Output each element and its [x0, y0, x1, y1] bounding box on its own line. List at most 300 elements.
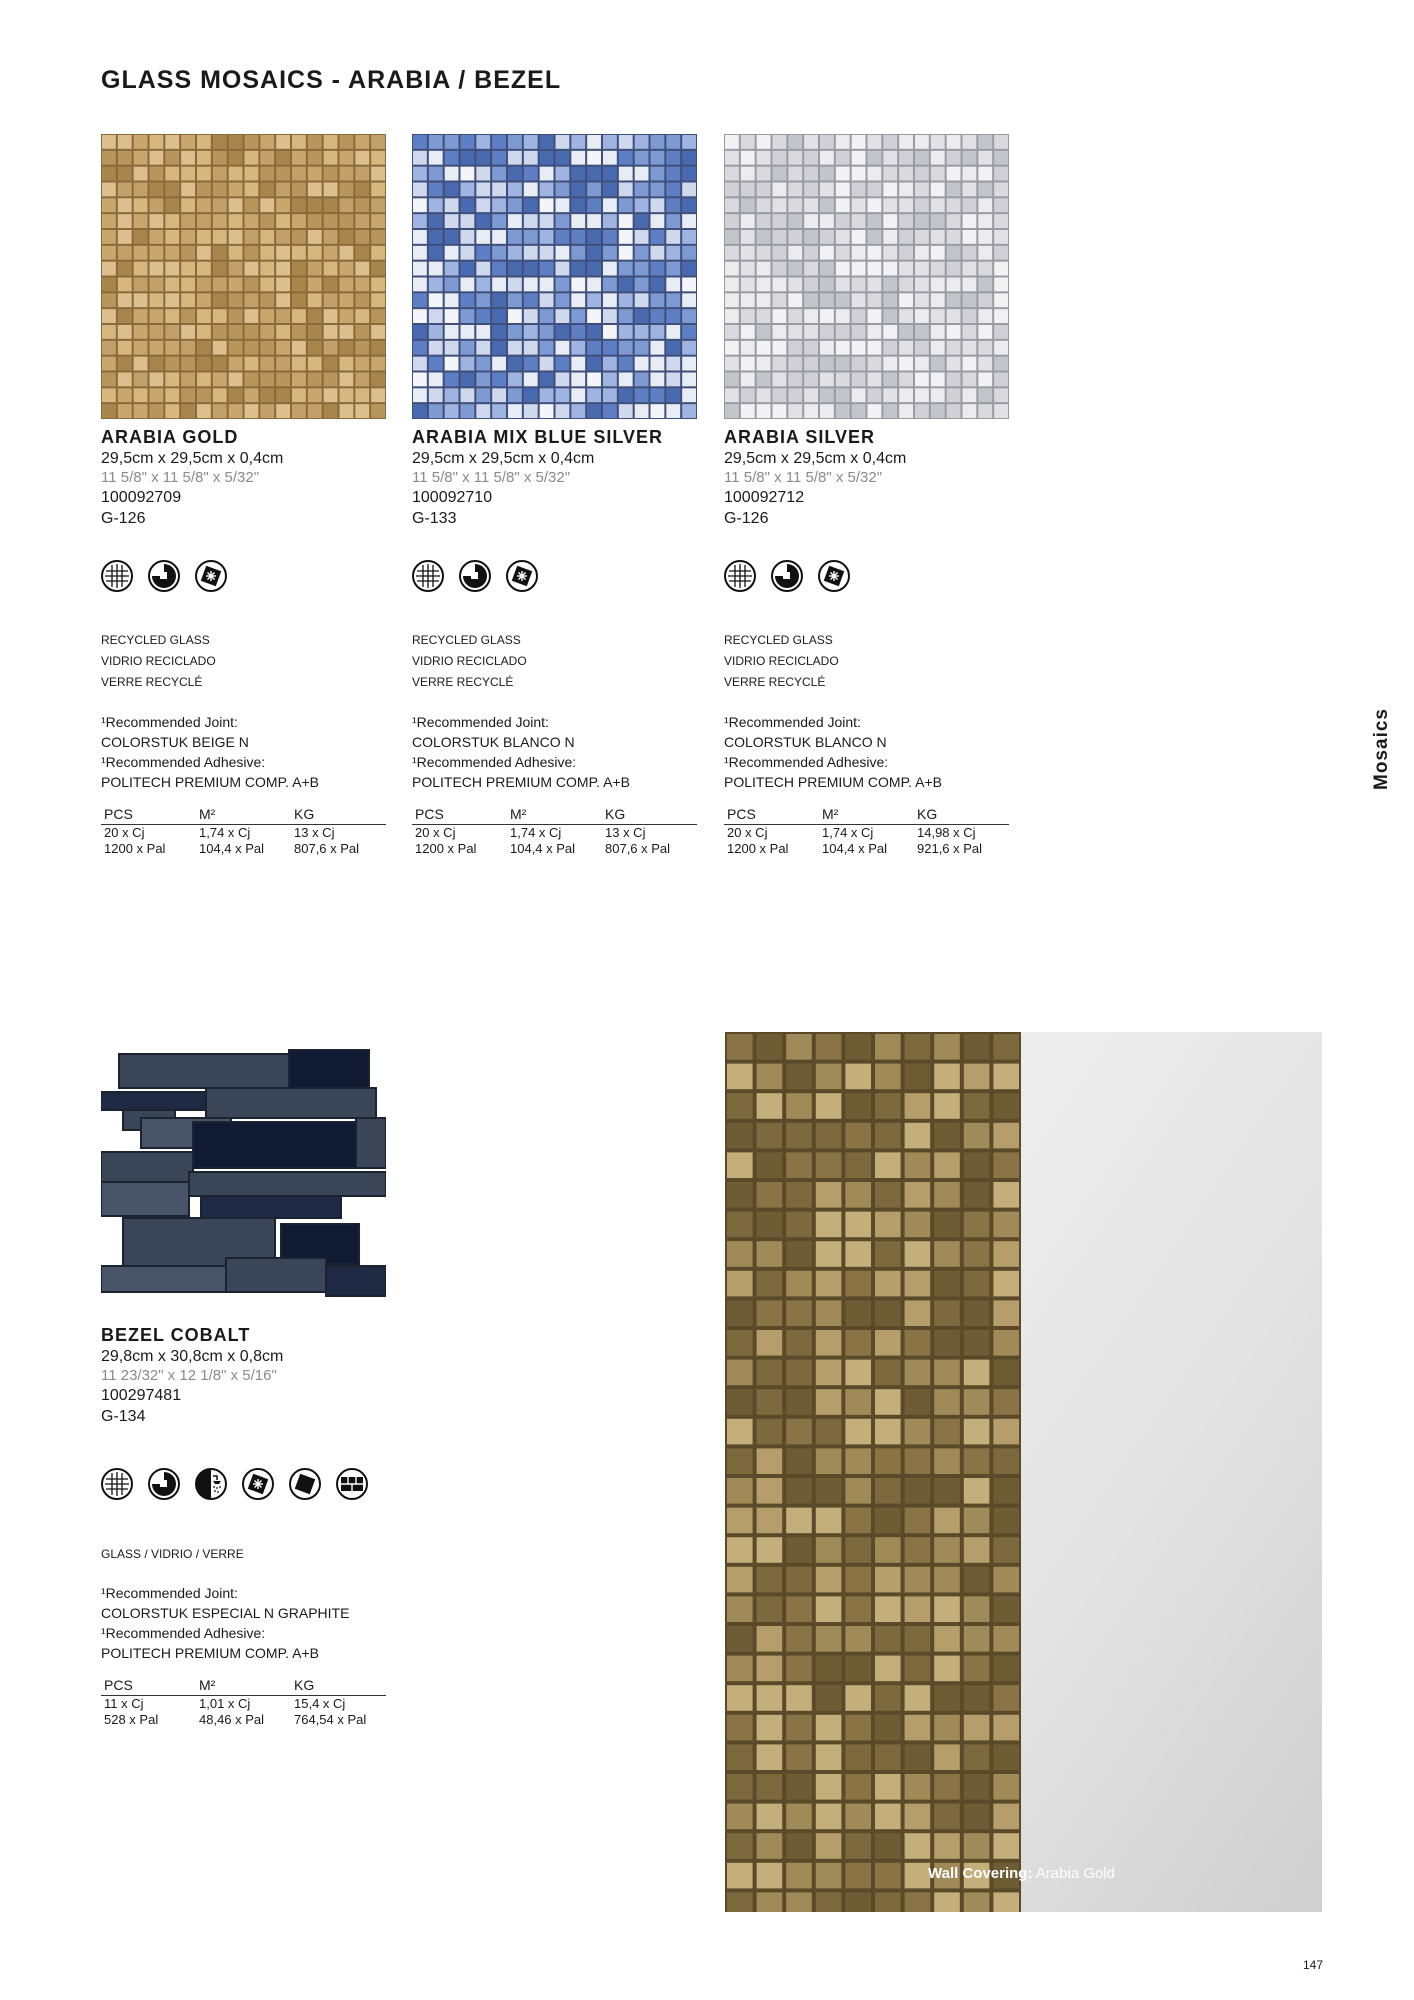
mosaic-tile [757, 373, 771, 387]
mosaic-tile [947, 230, 961, 244]
photo-tile [757, 1448, 783, 1474]
mosaic-tile [229, 151, 243, 165]
mosaic-tile [197, 388, 211, 402]
mosaic-tile [260, 183, 274, 197]
photo-tile [845, 1152, 871, 1178]
photo-tile [845, 1271, 871, 1297]
mosaic-tile [899, 230, 913, 244]
mosaic-tile [899, 246, 913, 260]
mosaic-tile [371, 373, 385, 387]
mosaic-tile [619, 388, 633, 402]
photo-tile [964, 1715, 990, 1741]
mosaic-tile [619, 198, 633, 212]
mosaic-tile [165, 151, 179, 165]
mosaic-tile [682, 357, 696, 371]
photo-tile [934, 1626, 960, 1652]
mosaic-tile [603, 404, 617, 418]
mosaic-tile [682, 183, 696, 197]
mosaic-tile [324, 293, 338, 307]
material-line: RECYCLED GLASS [724, 633, 833, 647]
mosaic-tile [324, 214, 338, 228]
photo-tile [993, 1182, 1019, 1208]
mosaic-tile [852, 183, 866, 197]
mosaic-tile [603, 325, 617, 339]
cell: 1,01 x Cj [199, 1696, 251, 1711]
col-pcs: PCS [415, 806, 444, 822]
mosaic-tile [476, 293, 490, 307]
mosaic-tile [308, 388, 322, 402]
photo-tile [786, 1448, 812, 1474]
mosaic-tile [340, 388, 354, 402]
mosaic-tile [445, 404, 459, 418]
mosaic-tile [197, 198, 211, 212]
mosaic-tile [868, 167, 882, 181]
mosaic-tile [899, 183, 913, 197]
photo-tile [786, 1152, 812, 1178]
photo-tile [786, 1567, 812, 1593]
mosaic-tile [741, 135, 755, 149]
mosaic-tile [603, 341, 617, 355]
mosaic-tile [165, 293, 179, 307]
photo-tile [757, 1034, 783, 1060]
mosaic-tile [651, 198, 665, 212]
adhesive-value: POLITECH PREMIUM COMP. A+B [724, 774, 942, 790]
mosaic-tile [915, 388, 929, 402]
mosaic-tile [229, 341, 243, 355]
product-group: G-126 [724, 510, 769, 527]
mosaic-tile [741, 167, 755, 181]
mosaic-tile [508, 214, 522, 228]
photo-tile [875, 1064, 901, 1090]
mosaic-tile [118, 151, 132, 165]
mosaic-tile [820, 167, 834, 181]
mosaic-tile [852, 404, 866, 418]
photo-tile [934, 1034, 960, 1060]
mosaic-tile [461, 151, 475, 165]
photo-tile [964, 1330, 990, 1356]
mosaic-tile [102, 388, 116, 402]
mosaic-tile [899, 293, 913, 307]
mosaic-tile [820, 325, 834, 339]
mosaic-tile [355, 135, 369, 149]
photo-tile [905, 1419, 931, 1445]
mosaic-tile [603, 278, 617, 292]
mosaic-tile [308, 325, 322, 339]
mosaic-tile [651, 404, 665, 418]
mosaic-tile [260, 151, 274, 165]
mosaic-tile [118, 278, 132, 292]
mosaic-tile [476, 309, 490, 323]
photo-tile [934, 1744, 960, 1770]
photo-tile [845, 1419, 871, 1445]
brick-icon [336, 1468, 368, 1500]
mosaic-tile [102, 357, 116, 371]
photo-tile [786, 1360, 812, 1386]
mosaic-tile [150, 404, 164, 418]
photo-tile [905, 1271, 931, 1297]
mosaic-tile [883, 198, 897, 212]
mosaic-tile [118, 341, 132, 355]
photo-tile [875, 1626, 901, 1652]
mosaic-tile [324, 357, 338, 371]
mosaic-tile [868, 151, 882, 165]
mosaic-tile [682, 198, 696, 212]
mosaic-tile [340, 325, 354, 339]
mosaic-tile [102, 151, 116, 165]
mosaic-tile [118, 325, 132, 339]
material-line: VIDRIO RECICLADO [412, 654, 527, 668]
mosaic-tile [666, 357, 680, 371]
mosaic-tile [804, 198, 818, 212]
mosaic-tile [276, 167, 290, 181]
photo-tile [727, 1656, 753, 1682]
photo-tile [993, 1419, 1019, 1445]
mosaic-tile [102, 214, 116, 228]
mosaic-tile [213, 357, 227, 371]
usage-icons [724, 560, 1009, 592]
mosaic-tile [619, 309, 633, 323]
mosaic-tile [836, 341, 850, 355]
mosaic-tile [773, 373, 787, 387]
mosaic-tile [276, 341, 290, 355]
mosaic-tile [355, 293, 369, 307]
photo-tile [875, 1744, 901, 1770]
photo-tile [993, 1833, 1019, 1859]
mosaic-tile [773, 293, 787, 307]
mosaic-tile [292, 357, 306, 371]
photo-tile [786, 1656, 812, 1682]
photo-tile [875, 1212, 901, 1238]
mosaic-tile [181, 404, 195, 418]
mosaic-tile [915, 214, 929, 228]
photo-tile [993, 1715, 1019, 1741]
mosaic-tile [994, 230, 1008, 244]
mosaic-tile [651, 373, 665, 387]
page-title: GLASS MOSAICS - ARABIA / BEZEL [101, 66, 562, 94]
mosaic-tile [978, 262, 992, 276]
mosaic-tile [682, 404, 696, 418]
mosaic-tile [540, 373, 554, 387]
mosaic-tile [651, 309, 665, 323]
mosaic-tile [540, 357, 554, 371]
mosaic-tile [134, 278, 148, 292]
photo-tile [875, 1833, 901, 1859]
mosaic-tile [134, 388, 148, 402]
mosaic-tile [587, 151, 601, 165]
mosaic-tile [492, 341, 506, 355]
mosaic-tile [340, 214, 354, 228]
mosaic-tile [820, 373, 834, 387]
cell: 13 x Cj [605, 825, 646, 840]
mosaic-tile [820, 135, 834, 149]
mesh-icon [412, 560, 444, 592]
mosaic-tile [994, 388, 1008, 402]
mosaic-tile [340, 278, 354, 292]
photo-tile [964, 1508, 990, 1534]
mosaic-tile [229, 357, 243, 371]
mosaic-tile [852, 278, 866, 292]
photo-tile [934, 1567, 960, 1593]
photo-tile [845, 1034, 871, 1060]
photo-tile [757, 1685, 783, 1711]
mosaic-tile [308, 214, 322, 228]
size-metric: 29,5cm x 29,5cm x 0,4cm [412, 450, 595, 467]
photo-tile [786, 1212, 812, 1238]
material-line: VERRE RECYCLÉ [724, 675, 826, 689]
mosaic-tile [324, 230, 338, 244]
photo-tile [993, 1804, 1019, 1830]
mosaic-tile [413, 341, 427, 355]
mosaic-tile [651, 357, 665, 371]
mosaic-tile [587, 293, 601, 307]
mosaic-tile [571, 183, 585, 197]
mosaic-tile [524, 404, 538, 418]
mosaic-tile [635, 135, 649, 149]
mosaic-tile [852, 293, 866, 307]
photo-tile [905, 1093, 931, 1119]
photo-tile [757, 1596, 783, 1622]
photo-tile [727, 1448, 753, 1474]
photo-tile [786, 1419, 812, 1445]
mosaic-tile [868, 293, 882, 307]
mosaic-tile [915, 183, 929, 197]
photo-tile [786, 1685, 812, 1711]
mosaic-tile [931, 278, 945, 292]
product-ref: 100092712 [724, 489, 805, 506]
mosaic-tile [947, 167, 961, 181]
photo-tile [905, 1123, 931, 1149]
mosaic-tile [355, 278, 369, 292]
mosaic-tile [118, 214, 132, 228]
photo-tile [845, 1744, 871, 1770]
mesh-icon [101, 1468, 133, 1500]
mosaic-tile [476, 388, 490, 402]
mosaic-tile [682, 388, 696, 402]
mosaic-tile [102, 135, 116, 149]
mosaic-tile [461, 246, 475, 260]
mosaic-tile [213, 230, 227, 244]
mosaic-tile [476, 135, 490, 149]
product-group: G-133 [412, 510, 457, 527]
mosaic-tile [429, 373, 443, 387]
cell: 1,74 x Cj [199, 825, 251, 840]
mosaic-tile [788, 325, 802, 339]
mosaic-tile [978, 293, 992, 307]
mosaic-tile [245, 293, 259, 307]
mosaic-tile [741, 325, 755, 339]
mosaic-tile [915, 293, 929, 307]
mosaic-tile [915, 262, 929, 276]
mosaic-tile [635, 373, 649, 387]
mosaic-tile [994, 198, 1008, 212]
mosaic-tile [571, 278, 585, 292]
mosaic-tile [229, 214, 243, 228]
photo-tile [934, 1360, 960, 1386]
tile-icon [289, 1468, 321, 1500]
photo-tile [875, 1892, 901, 1912]
photo-tile [816, 1330, 842, 1356]
mosaic-tile [852, 135, 866, 149]
mosaic-tile [603, 246, 617, 260]
mosaic-tile [413, 325, 427, 339]
mosaic-tile [899, 198, 913, 212]
mosaic-tile [820, 151, 834, 165]
mosaic-tile [788, 151, 802, 165]
photo-tile [993, 1478, 1019, 1504]
mosaic-tile [635, 325, 649, 339]
mosaic-tile [445, 183, 459, 197]
photo-tile [875, 1152, 901, 1178]
mosaic-tile [619, 293, 633, 307]
photo-tile [934, 1656, 960, 1682]
mosaic-tile [492, 388, 506, 402]
photo-tile [845, 1537, 871, 1563]
mosaic-tile [445, 357, 459, 371]
mosaic-tile [619, 373, 633, 387]
mosaic-tile [757, 214, 771, 228]
mosaic-tile [181, 198, 195, 212]
mosaic-tile [150, 135, 164, 149]
photo-tile [786, 1241, 812, 1267]
usage-icons [101, 1468, 386, 1500]
mosaic-tile [556, 325, 570, 339]
photo-tile [757, 1774, 783, 1800]
mosaic-tile [260, 262, 274, 276]
mosaic-tile [820, 309, 834, 323]
photo-tile [993, 1744, 1019, 1770]
mosaic-tile [571, 357, 585, 371]
mosaic-tile [741, 214, 755, 228]
photo-tile [993, 1034, 1019, 1060]
mosaic-tile [868, 357, 882, 371]
material-line: VIDRIO RECICLADO [101, 654, 216, 668]
photo-tile [845, 1833, 871, 1859]
photo-tile [875, 1804, 901, 1830]
mosaic-tile [150, 278, 164, 292]
mosaic-tile [603, 167, 617, 181]
joint-value: COLORSTUK BLANCO N [724, 734, 887, 750]
mosaic-tile [476, 357, 490, 371]
mosaic-tile [883, 373, 897, 387]
mosaic-tile [741, 293, 755, 307]
mosaic-tile [556, 198, 570, 212]
photo-tile [786, 1300, 812, 1326]
cell: 20 x Cj [415, 825, 456, 840]
photo-tile [875, 1123, 901, 1149]
mosaic-tile [994, 214, 1008, 228]
photo-tile [993, 1241, 1019, 1267]
photo-tile [875, 1508, 901, 1534]
photo-tile [905, 1152, 931, 1178]
mosaic-tile [556, 246, 570, 260]
mosaic-tile [292, 151, 306, 165]
mosaic-tile [899, 278, 913, 292]
mosaic-tile [804, 341, 818, 355]
photo-tile [727, 1360, 753, 1386]
mosaic-tile [276, 262, 290, 276]
sparkle-icon [242, 1468, 274, 1500]
mosaic-tile [150, 151, 164, 165]
mosaic-tile [461, 278, 475, 292]
photo-tile [757, 1300, 783, 1326]
mosaic-tile [371, 198, 385, 212]
caption-value: Arabia Gold [1035, 1865, 1116, 1882]
mosaic-tile [508, 357, 522, 371]
photo-tile [727, 1537, 753, 1563]
mosaic-tile [340, 262, 354, 276]
mosaic-tile [324, 167, 338, 181]
photo-tile [786, 1093, 812, 1119]
mosaic-tile [245, 278, 259, 292]
mosaic-tile [524, 183, 538, 197]
mosaic-tile [429, 309, 443, 323]
mosaic-tile [773, 198, 787, 212]
mosaic-tile [587, 325, 601, 339]
photo-tile [875, 1656, 901, 1682]
material-line: VERRE RECYCLÉ [412, 675, 514, 689]
mosaic-tile [260, 309, 274, 323]
product-ref: 100297481 [101, 1387, 182, 1404]
mosaic-tile [915, 230, 929, 244]
mosaic-tile [556, 135, 570, 149]
mosaic-tile [666, 198, 680, 212]
mosaic-tile [102, 246, 116, 260]
mosaic-tile [150, 341, 164, 355]
mosaic-tile [165, 373, 179, 387]
mosaic-tile [524, 230, 538, 244]
mosaic-tile [915, 167, 929, 181]
mosaic-tile [978, 135, 992, 149]
mosaic-tile [931, 198, 945, 212]
photo-tile [816, 1744, 842, 1770]
photo-caption [928, 1865, 1115, 1882]
photo-tile [964, 1626, 990, 1652]
mosaic-tile [429, 246, 443, 260]
photo-tile [727, 1774, 753, 1800]
mosaic-tile [429, 325, 443, 339]
mosaic-tile [102, 309, 116, 323]
mosaic-tile [413, 293, 427, 307]
mosaic-tile [276, 214, 290, 228]
mosaic-tile [836, 325, 850, 339]
mosaic-tile [213, 167, 227, 181]
mosaic-tile [413, 404, 427, 418]
mosaic-tile [725, 278, 739, 292]
mosaic-tile [540, 293, 554, 307]
mosaic-tile [868, 404, 882, 418]
mosaic-tile [852, 309, 866, 323]
photo-tile [845, 1212, 871, 1238]
mosaic-tile [540, 167, 554, 181]
photo-tile [905, 1360, 931, 1386]
mosaic-tile [292, 293, 306, 307]
photo-tile [757, 1744, 783, 1770]
mosaic-tile [804, 246, 818, 260]
mosaic-tile [324, 404, 338, 418]
mosaic-tile [340, 230, 354, 244]
mosaic-tile [836, 388, 850, 402]
joint-label: ¹Recommended Joint: [412, 714, 549, 730]
mosaic-tile [619, 278, 633, 292]
mosaic-tile [915, 404, 929, 418]
photo-tile [727, 1715, 753, 1741]
mosaic-tile [413, 214, 427, 228]
mosaic-tile [963, 357, 977, 371]
mosaic-tile [773, 262, 787, 276]
mosaic-tile [571, 198, 585, 212]
photo-tile [964, 1212, 990, 1238]
photo-tile [905, 1744, 931, 1770]
